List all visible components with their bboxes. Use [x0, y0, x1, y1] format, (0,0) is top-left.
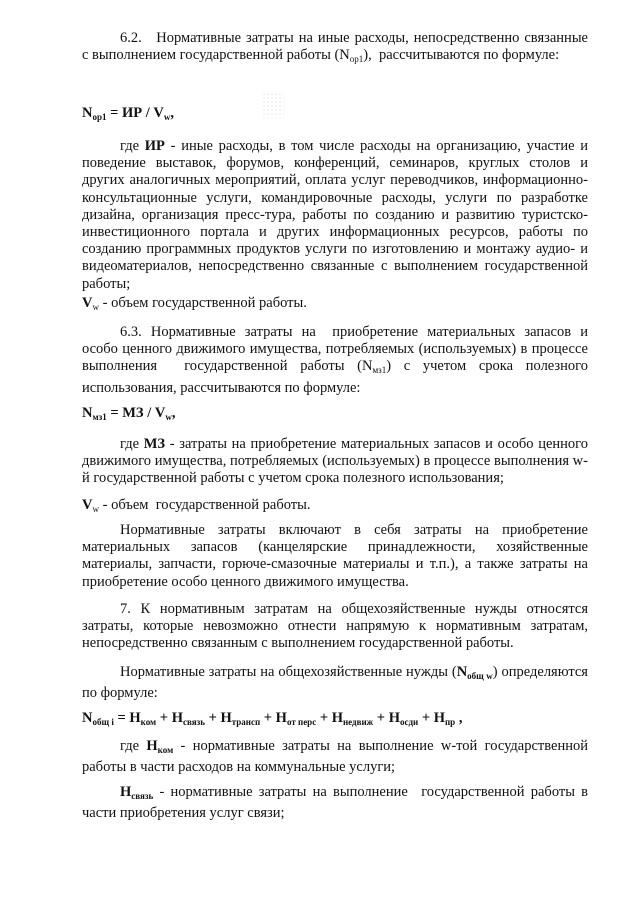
formula-term-symbol: H	[331, 710, 343, 726]
formula-term-subscript: ком	[140, 717, 157, 727]
formula-plus: +	[316, 710, 332, 726]
formula-symbol: N	[82, 405, 93, 421]
text: где	[120, 138, 145, 154]
section-7-definition	[82, 664, 588, 702]
formula-plus: +	[156, 710, 172, 726]
subscript: связь	[131, 791, 154, 801]
formula-plus: +	[373, 710, 389, 726]
subscript: op1	[349, 54, 364, 65]
formula-term-symbol: H	[220, 710, 232, 726]
formula-end: ,	[455, 710, 463, 726]
formula-plus: +	[418, 710, 434, 726]
formula-end: ,	[170, 105, 175, 121]
term: N	[456, 664, 468, 680]
section-7-intro: 7. К нормативным затратам на общехозяйственные нужды относятся затраты, которые невозможно отнести напрямую к нормативным затратам, непосредственно связанным с выполнением государственной работы.	[82, 601, 588, 652]
formula-subscript: op1	[92, 112, 107, 122]
formula-term-subscript: недвиж	[342, 717, 374, 727]
term: V	[82, 497, 93, 513]
formula-nmz1	[82, 405, 175, 426]
formula-term-symbol: H	[171, 710, 183, 726]
text: где	[120, 738, 147, 754]
text: 6.3. Нормативные затраты на приобретение материальных запасов и особо ценного движимого имущества, потребляемых (используемых) в процессе выполнения государственной работы (N	[82, 324, 588, 375]
text: - затраты на приобретение материальных запасов и особо ценного движимого имущества, потребляемых (используемых) в процессе выполнения w-й государственной работы с учетом срока полезного использования;	[82, 436, 589, 487]
subscript: w	[92, 504, 99, 514]
formula-end: ,	[171, 405, 176, 421]
formula-term-subscript: пр	[445, 717, 456, 727]
formula-term-symbol: H	[275, 710, 287, 726]
text: - нормативные затраты на выполнение государственной работы в части приобретения услуг связи;	[82, 784, 588, 822]
formula-term-symbol: H	[433, 710, 445, 726]
definition-hsvyaz	[82, 784, 588, 822]
term: Н	[120, 784, 132, 800]
text: 6.2. Нормативные затраты на иные расходы, непосредственно связанные с выполнением государственной работы (N	[82, 30, 588, 64]
section-6-2-intro	[82, 30, 588, 68]
formula-subscript: w	[165, 412, 172, 422]
term: Н	[146, 738, 158, 754]
formula-term-symbol: H	[388, 710, 400, 726]
formula-term-subscript: связь	[182, 717, 205, 727]
formula-subscript: w	[163, 112, 171, 122]
text: - иные расходы, в том числе расходы на организацию, участие и поведение выставок, форумов, конференций, семинаров, круглых столов и других аналогичных мероприятий, оплата услуг переводчиков, информационно-консультационные услуги, командировочные расходы, услуги по разработке дизайна, организация пресс-тура, работы по созданию и развитию туристско-инвестиционного портала и других информационных ресурсов, работы по созданию программных продуктов услуги по изготовлению и монтажу аудио- и видеоматериалов, непосредственно связанные с выполнением государственной работы;	[82, 138, 589, 292]
text: - объем государственной работы.	[98, 497, 311, 513]
formula-body: = МЗ / V	[106, 405, 166, 421]
formula-term-symbol: H	[129, 710, 141, 726]
formula-plus: +	[204, 710, 221, 726]
formula-plus: +	[260, 710, 276, 726]
text: где	[120, 436, 144, 452]
formula-terms	[129, 710, 455, 726]
formula-equals: =	[113, 710, 130, 726]
includes-paragraph: Нормативные затраты включают в себя затраты на приобретение материальных запасов (канцелярские принадлежности, хозяйственные материалы, запчасти, горюче-смазочные материалы и т.п.), а также затраты на приобретение особо ценного движимого имущества.	[82, 522, 588, 590]
term: ИР	[144, 138, 165, 154]
text: ) определяются по формуле:	[82, 664, 588, 702]
text: ) с учетом срока полезного использования, рассчитываются по формуле:	[82, 358, 588, 396]
term: МЗ	[143, 436, 166, 452]
definition-mz	[82, 436, 588, 488]
text: - нормативные затраты на выполнение w-той государственной работы в части расходов на коммунальные услуги;	[82, 738, 588, 776]
formula-subscript: общ i	[92, 717, 114, 727]
definition-vw-6-2	[82, 295, 588, 316]
definition-ir	[82, 138, 588, 293]
term: V	[82, 295, 93, 311]
formula-body: = ИР / V	[106, 105, 164, 121]
formula-subscript: мз1	[92, 412, 107, 422]
formula-nop1	[82, 105, 174, 126]
scan-noise	[262, 92, 284, 118]
text: Нормативные затраты на общехозяйственные нужды (	[120, 664, 457, 680]
formula-symbol: N	[82, 710, 93, 726]
subscript: мз1	[372, 365, 387, 376]
formula-symbol: N	[82, 105, 93, 121]
text: ), рассчитываются по формуле:	[363, 47, 560, 64]
formula-term-subscript: трансп	[231, 717, 261, 727]
definition-hkom	[82, 738, 588, 776]
subscript: ком	[157, 745, 174, 755]
subscript: общ w	[467, 671, 493, 681]
subscript: w	[92, 302, 99, 312]
formula-term-subscript: осди	[399, 717, 419, 727]
text: - объем государственной работы.	[98, 295, 307, 311]
section-6-3-intro	[82, 324, 588, 397]
formula-term-subscript: от перс	[286, 717, 317, 727]
formula-nobsh	[82, 710, 462, 731]
definition-vw-6-3	[82, 497, 588, 518]
